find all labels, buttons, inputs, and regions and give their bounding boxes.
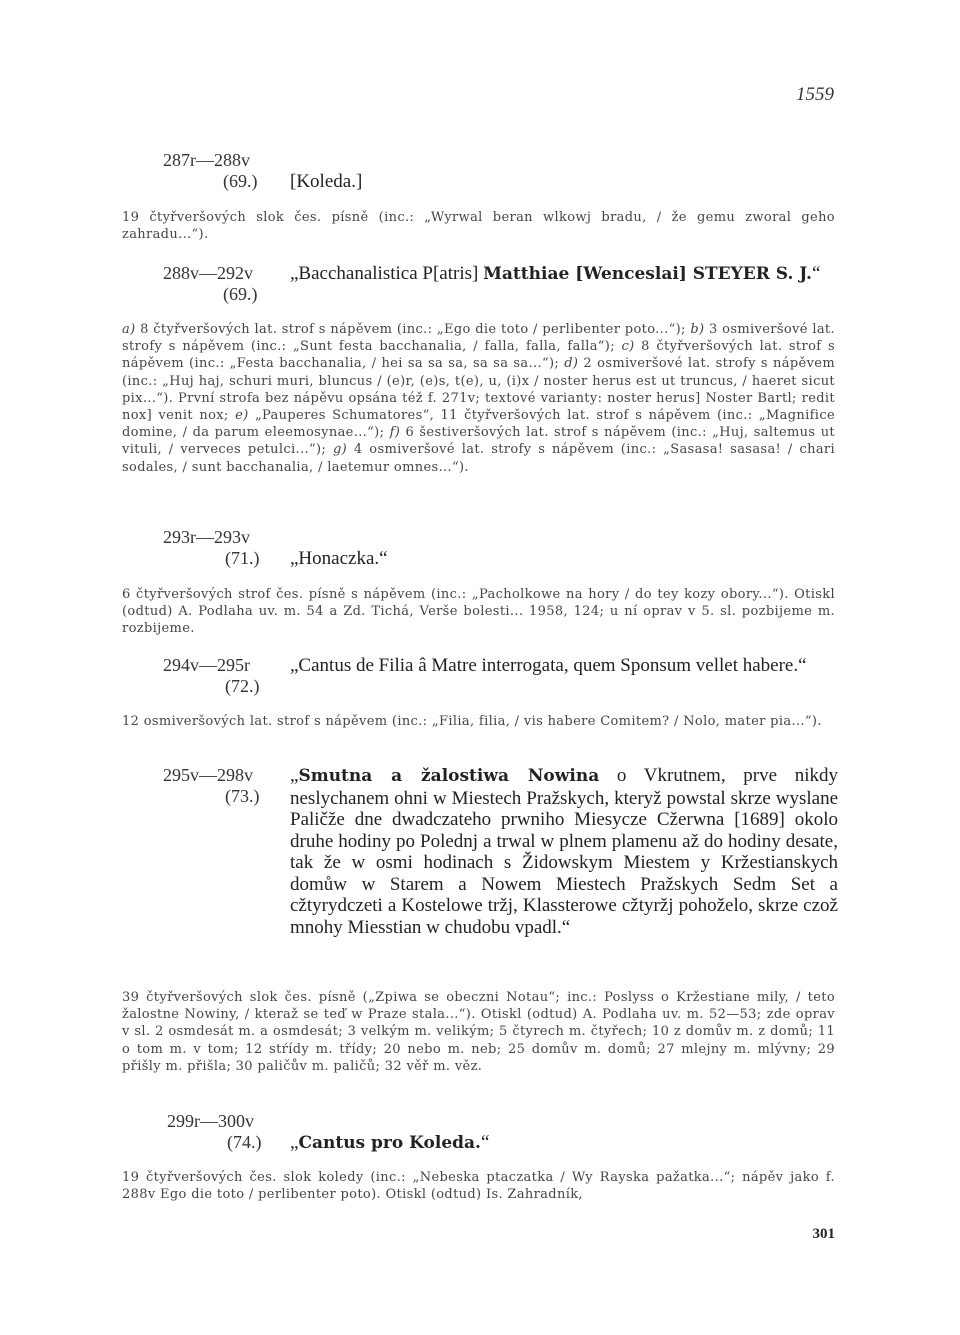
folio-range: 299r—300v: [167, 1111, 254, 1131]
item-text: 3 osmiveršové lat. strofy s nápěvem (inc.: „Sunt festa bacchanalia, / falla, falla, falla“);: [122, 322, 835, 355]
page-number: 1559: [796, 84, 834, 105]
folio-reference: [163, 655, 260, 697]
folio-range: 287r—288v: [163, 150, 250, 170]
entry-title: [290, 171, 838, 193]
entry-description: 39 čtyřveršových slok čes. písně („Zpiwa se obeczni Notau“; inc.: Poslyss o Kržestiane mily, / teto žalostne Nowiny, / kteraž se teď w Praze stala...“). Otiskl (odtud) A. Podlaha uv. m. 52—53; zde oprav v sl. 2 osmdesát m. a osmdesát; 3 velkým m. velikým; 5 čtyrech m. čtyřech; 10 z domův m. z domů; 11 o tom m. v tom; 12 stŕídy m. třídy; 20 nebo m. neb; 25 domův m. domů; 27 mlejny m. mlývny; 29 přišly m. přišla; 30 paličův m. paličů; 32 věř m. věz.: [122, 990, 835, 1074]
folio-reference: [167, 1111, 262, 1153]
folio-range: 293r—293v: [163, 527, 250, 547]
item-text: 4 osmiveršové lat. strofy s nápěvem (inc.: „Sasasa! sasasa! / chari sodales, / sunt bacchanalia, / laetemur omnes...“).: [122, 442, 835, 475]
title-close-quote: “: [480, 1132, 490, 1153]
entry-description: 12 osmiveršových lat. strof s nápěvem (inc.: „Filia, filia, / vis habere Comitem? / Nolo, mater pia...“).: [122, 714, 822, 729]
title-open-quote: „: [290, 765, 299, 786]
entry-number: (71.): [225, 548, 260, 568]
item-letter: d): [564, 356, 579, 372]
title-bold-text: Smutna a žalostiwa Nowina: [298, 766, 600, 786]
title-text: „Cantus de Filia â Matre interrogata, quem Sponsum vellet habere.“: [290, 655, 807, 676]
item-text: „Pauperes Schumatores“, 11 čtyřveršových lat. strof s nápěvem (inc.: „Magnifice domine, / da parum eleemosynae...“);: [122, 408, 835, 441]
item-text: 8 čtyřveršových lat. strof s nápěvem (inc.: „Ego die toto / perlibenter poto...“);: [135, 322, 691, 337]
folio-range: 295v—298v: [163, 765, 253, 785]
title-close-quote: “: [811, 263, 821, 284]
title-text: „Honaczka.“: [290, 548, 388, 569]
entry-description: 19 čtyřveršových čes. slok koledy (inc.: „Nebeska ptaczatka / Wy Rayska pažatka...“; nápěv jako f. 288v Ego die toto / perlibenter poto). Otiskl (odtud) Is. Zahradník,: [122, 1170, 835, 1203]
entry-number: (69.): [223, 171, 258, 191]
entry-description: [122, 321, 835, 476]
folio-reference: [163, 527, 260, 569]
item-letter: b): [690, 322, 705, 337]
entry-number: (69.): [223, 284, 258, 304]
title-open-quote: „: [290, 1132, 299, 1153]
title-text: [Koleda.]: [290, 171, 363, 192]
entry-title: [290, 655, 838, 677]
entry-title: [290, 263, 835, 286]
item-letter: e): [235, 408, 249, 424]
entry-number: (72.): [225, 676, 260, 696]
title-bold-text: Cantus pro Koleda.: [298, 1133, 481, 1153]
item-letter: a): [122, 322, 136, 337]
folio-reference: [163, 150, 258, 192]
folio-reference: [163, 765, 260, 807]
entry-title: [290, 1132, 838, 1155]
item-text: 2 osmiveršové lat. strofy s nápěvem (inc.: „Huj haj, schuri muri, bluncus / (e)r, (e)s, t(e), u, (i)x / noster herus est ut truncus, / haeret sicut pix...“). První strofa bez nápěvu opsána též f. 271v; textové varianty: noster herus] Noster Bartl; redit nox] venit nox;: [122, 356, 836, 424]
title-text: o Vkrutnem, prve nikdy neslychanem ohni w Miestech Pražskych, kteryž powstal skrze wyslane Paličže dne dwadczateho prwniho Miesycze Cžerwna [1689] okolo druhe hodiny po Polednj a trwal w plnem plamenu až do hodiny desate, tak že w osmi hodinach s Židowskym Miestem y Kržestianskych domůw w Starem a Nowem Miestech Pražskych Sedm Set a cžtyrydczeti a Kostelowe tržj, Klassterowe cžtyržj pohoželo, skrze czož mnohy Miesstian w chudobu vpadl.“: [290, 765, 838, 938]
folio-range: 288v—292v: [163, 263, 253, 283]
entry-description: 19 čtyřveršových slok čes. písně (inc.: „Wyrwal beran wlkowj bradu, / že gemu zworal geho zahradu...“).: [122, 210, 835, 243]
folio-range: 294v—295r: [163, 655, 250, 675]
entry-title: [290, 765, 838, 938]
footer-page-number: 301: [812, 1226, 835, 1242]
title-text: „Bacchanalistica P[atris]: [290, 263, 484, 284]
item-letter: c): [621, 339, 635, 355]
title-author: Matthiae [Wenceslai] STEYER S. J.: [483, 264, 812, 284]
folio-reference: [163, 263, 258, 305]
entry-number: (73.): [225, 786, 260, 806]
item-letter: f): [389, 425, 401, 441]
entry-description: 6 čtyřveršových strof čes. písně s nápěvem (inc.: „Pacholkowe na hory / do tey kozy obory...“). Otiskl (odtud) A. Podlaha uv. m. 54 a Zd. Tichá, Verše bolesti... 1958, 124; u ní oprav v 5. sl. pozbijeme m. rozbijeme.: [122, 587, 835, 637]
entry-number: (74.): [227, 1132, 262, 1152]
item-text: 6 šestiveršových lat. strof s nápěvem (inc.: „Huj, saltemus ut vituli, / verveces petulci...“);: [122, 425, 836, 458]
entry-title: [290, 548, 838, 570]
item-text: 8 čtyřveršových lat. strof s nápěvem (inc.: „Festa bacchanalia, / hei sa sa sa, sa sa sa...“);: [122, 339, 836, 372]
item-letter: g): [332, 442, 348, 458]
